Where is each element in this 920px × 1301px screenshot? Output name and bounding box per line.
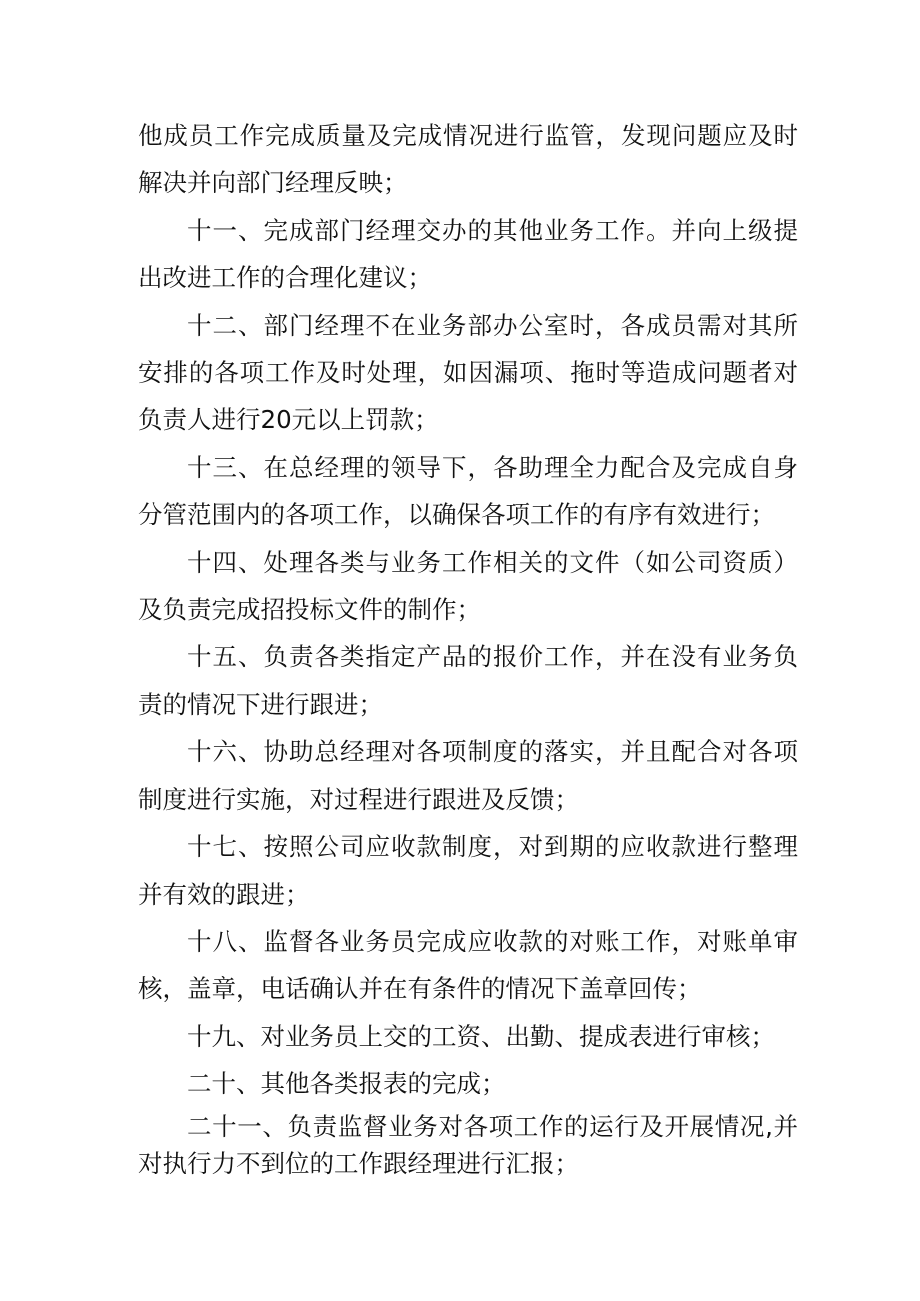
paragraph-item-13: 十三、在总经理的领导下，各助理全力配合及完成自身分管范围内的各项工作，以确保各项工作的有序有效进行； (138, 452, 798, 530)
paragraph-item-19: 十九、对业务员上交的工资、出勤、提成表进行审核； (187, 1021, 775, 1051)
paragraph-item-15: 十五、负责各类指定产品的报价工作，并在没有业务负责的情况下进行跟进； (138, 642, 798, 719)
paragraph-continuation: 他成员工作完成质量及完成情况进行监管，发现问题应及时解决并向部门经理反映； (138, 121, 798, 198)
paragraph-item-17: 十七、按照公司应收款制度，对到期的应收款进行整理并有效的跟进； (138, 832, 798, 909)
paragraph-item-21: 二十一、负责监督业务对各项工作的运行及开展情况,并对执行力不到位的工作跟经理进行汇报； (138, 1111, 798, 1178)
paragraph-item-12: 十二、部门经理不在业务部办公室时，各成员需对其所安排的各项工作及时处理，如因漏项、拖时等造成问题者对负责人进行20元以上罚款； (138, 310, 798, 435)
document-body (138, 112, 798, 1182)
paragraph-item-14: 十四、处理各类与业务工作相关的文件（如公司资质）及负责完成招投标文件的制作； (138, 547, 798, 625)
paragraph-item-16: 十六、协助总经理对各项制度的落实，并且配合对各项制度进行实施，对过程进行跟进及反馈； (138, 737, 798, 814)
paragraph-item-20: 二十、其他各类报表的完成； (187, 1069, 506, 1099)
paragraph-item-11: 十一、完成部门经理交办的其他业务工作。并向上级提出改进工作的合理化建议； (138, 215, 798, 293)
paragraph-item-18: 十八、监督各业务员完成应收款的对账工作，对账单审核，盖章，电话确认并在有条件的情况下盖章回传； (138, 926, 798, 1004)
